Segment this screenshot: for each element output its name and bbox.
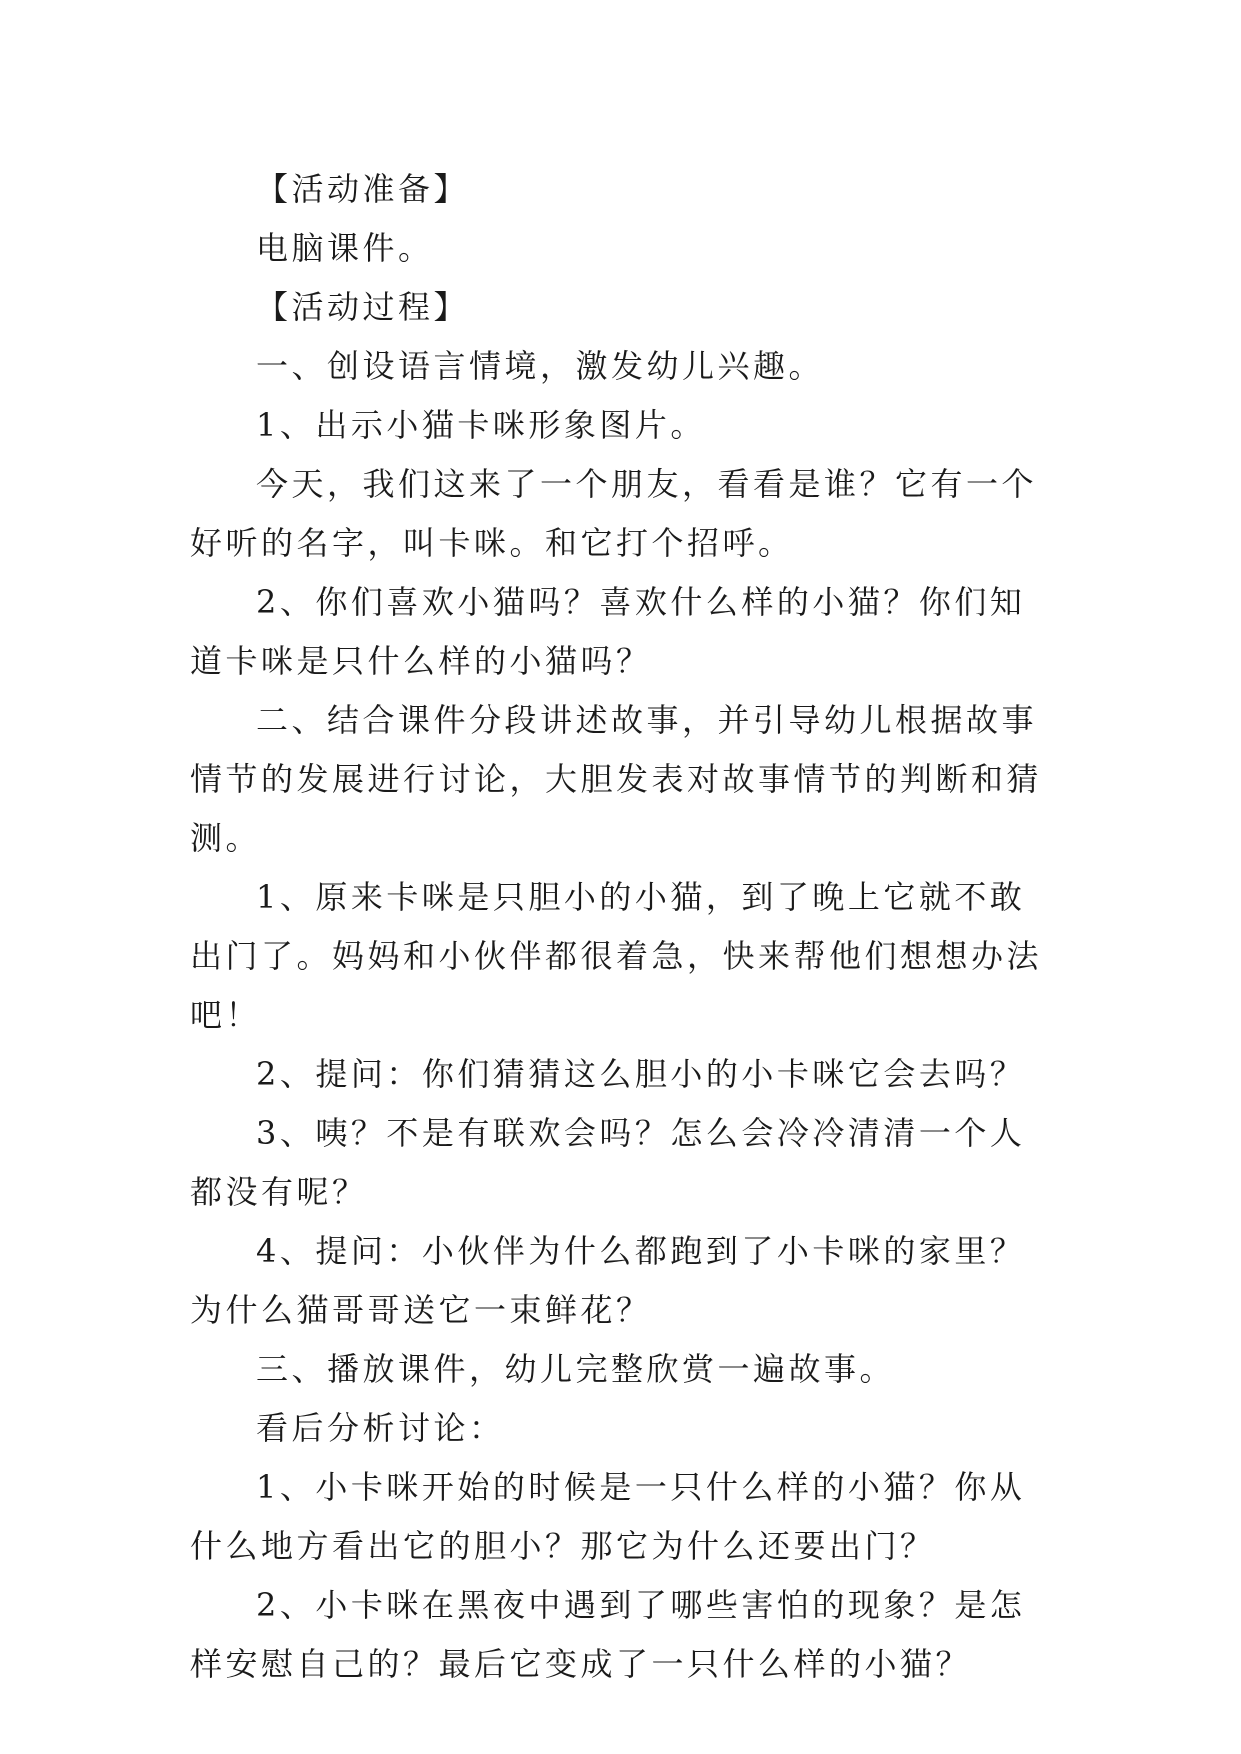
paragraph: 二、结合课件分段讲述故事，并引导幼儿根据故事情节的发展进行讨论，大胆发表对故事情节的判断和猜测。 (190, 701, 1043, 857)
paragraph: 1、原来卡咪是只胆小的小猫，到了晚上它就不敢出门了。妈妈和小伙伴都很着急，快来帮他们想想办法吧！ (190, 878, 1043, 1034)
paragraph: 今天，我们这来了一个朋友，看看是谁？它有一个好听的名字，叫卡咪。和它打个招呼。 (190, 465, 1038, 562)
paragraph: 看后分析讨论： (256, 1409, 505, 1447)
paragraph: 三、播放课件，幼儿完整欣赏一遍故事。 (256, 1350, 896, 1388)
paragraph: 3、咦？不是有联欢会吗？怎么会冷冷清清一个人都没有呢？ (190, 1114, 1026, 1211)
paragraph: 2、提问：你们猜猜这么胆小的小卡咪它会去吗？ (256, 1055, 1026, 1093)
paragraph: 1、小卡咪开始的时候是一只什么样的小猫？你从什么地方看出它的胆小？那它为什么还要出门？ (190, 1468, 1026, 1565)
paragraph: 电脑课件。 (256, 229, 434, 267)
paragraph: 一、创设语言情境，激发幼儿兴趣。 (256, 347, 825, 385)
heading-activity-process: 【活动过程】 (256, 288, 470, 326)
document-body (190, 160, 1060, 1694)
heading-activity-preparation: 【活动准备】 (256, 170, 470, 208)
paragraph: 2、小卡咪在黑夜中遇到了哪些害怕的现象？是怎样安慰自己的？最后它变成了一只什么样的小猫？ (190, 1586, 1026, 1683)
paragraph: 1、出示小猫卡咪形象图片。 (256, 406, 706, 444)
paragraph: 4、提问：小伙伴为什么都跑到了小卡咪的家里？为什么猫哥哥送它一束鲜花？ (190, 1232, 1026, 1329)
paragraph: 2、你们喜欢小猫吗？喜欢什么样的小猫？你们知道卡咪是只什么样的小猫吗？ (190, 583, 1026, 680)
